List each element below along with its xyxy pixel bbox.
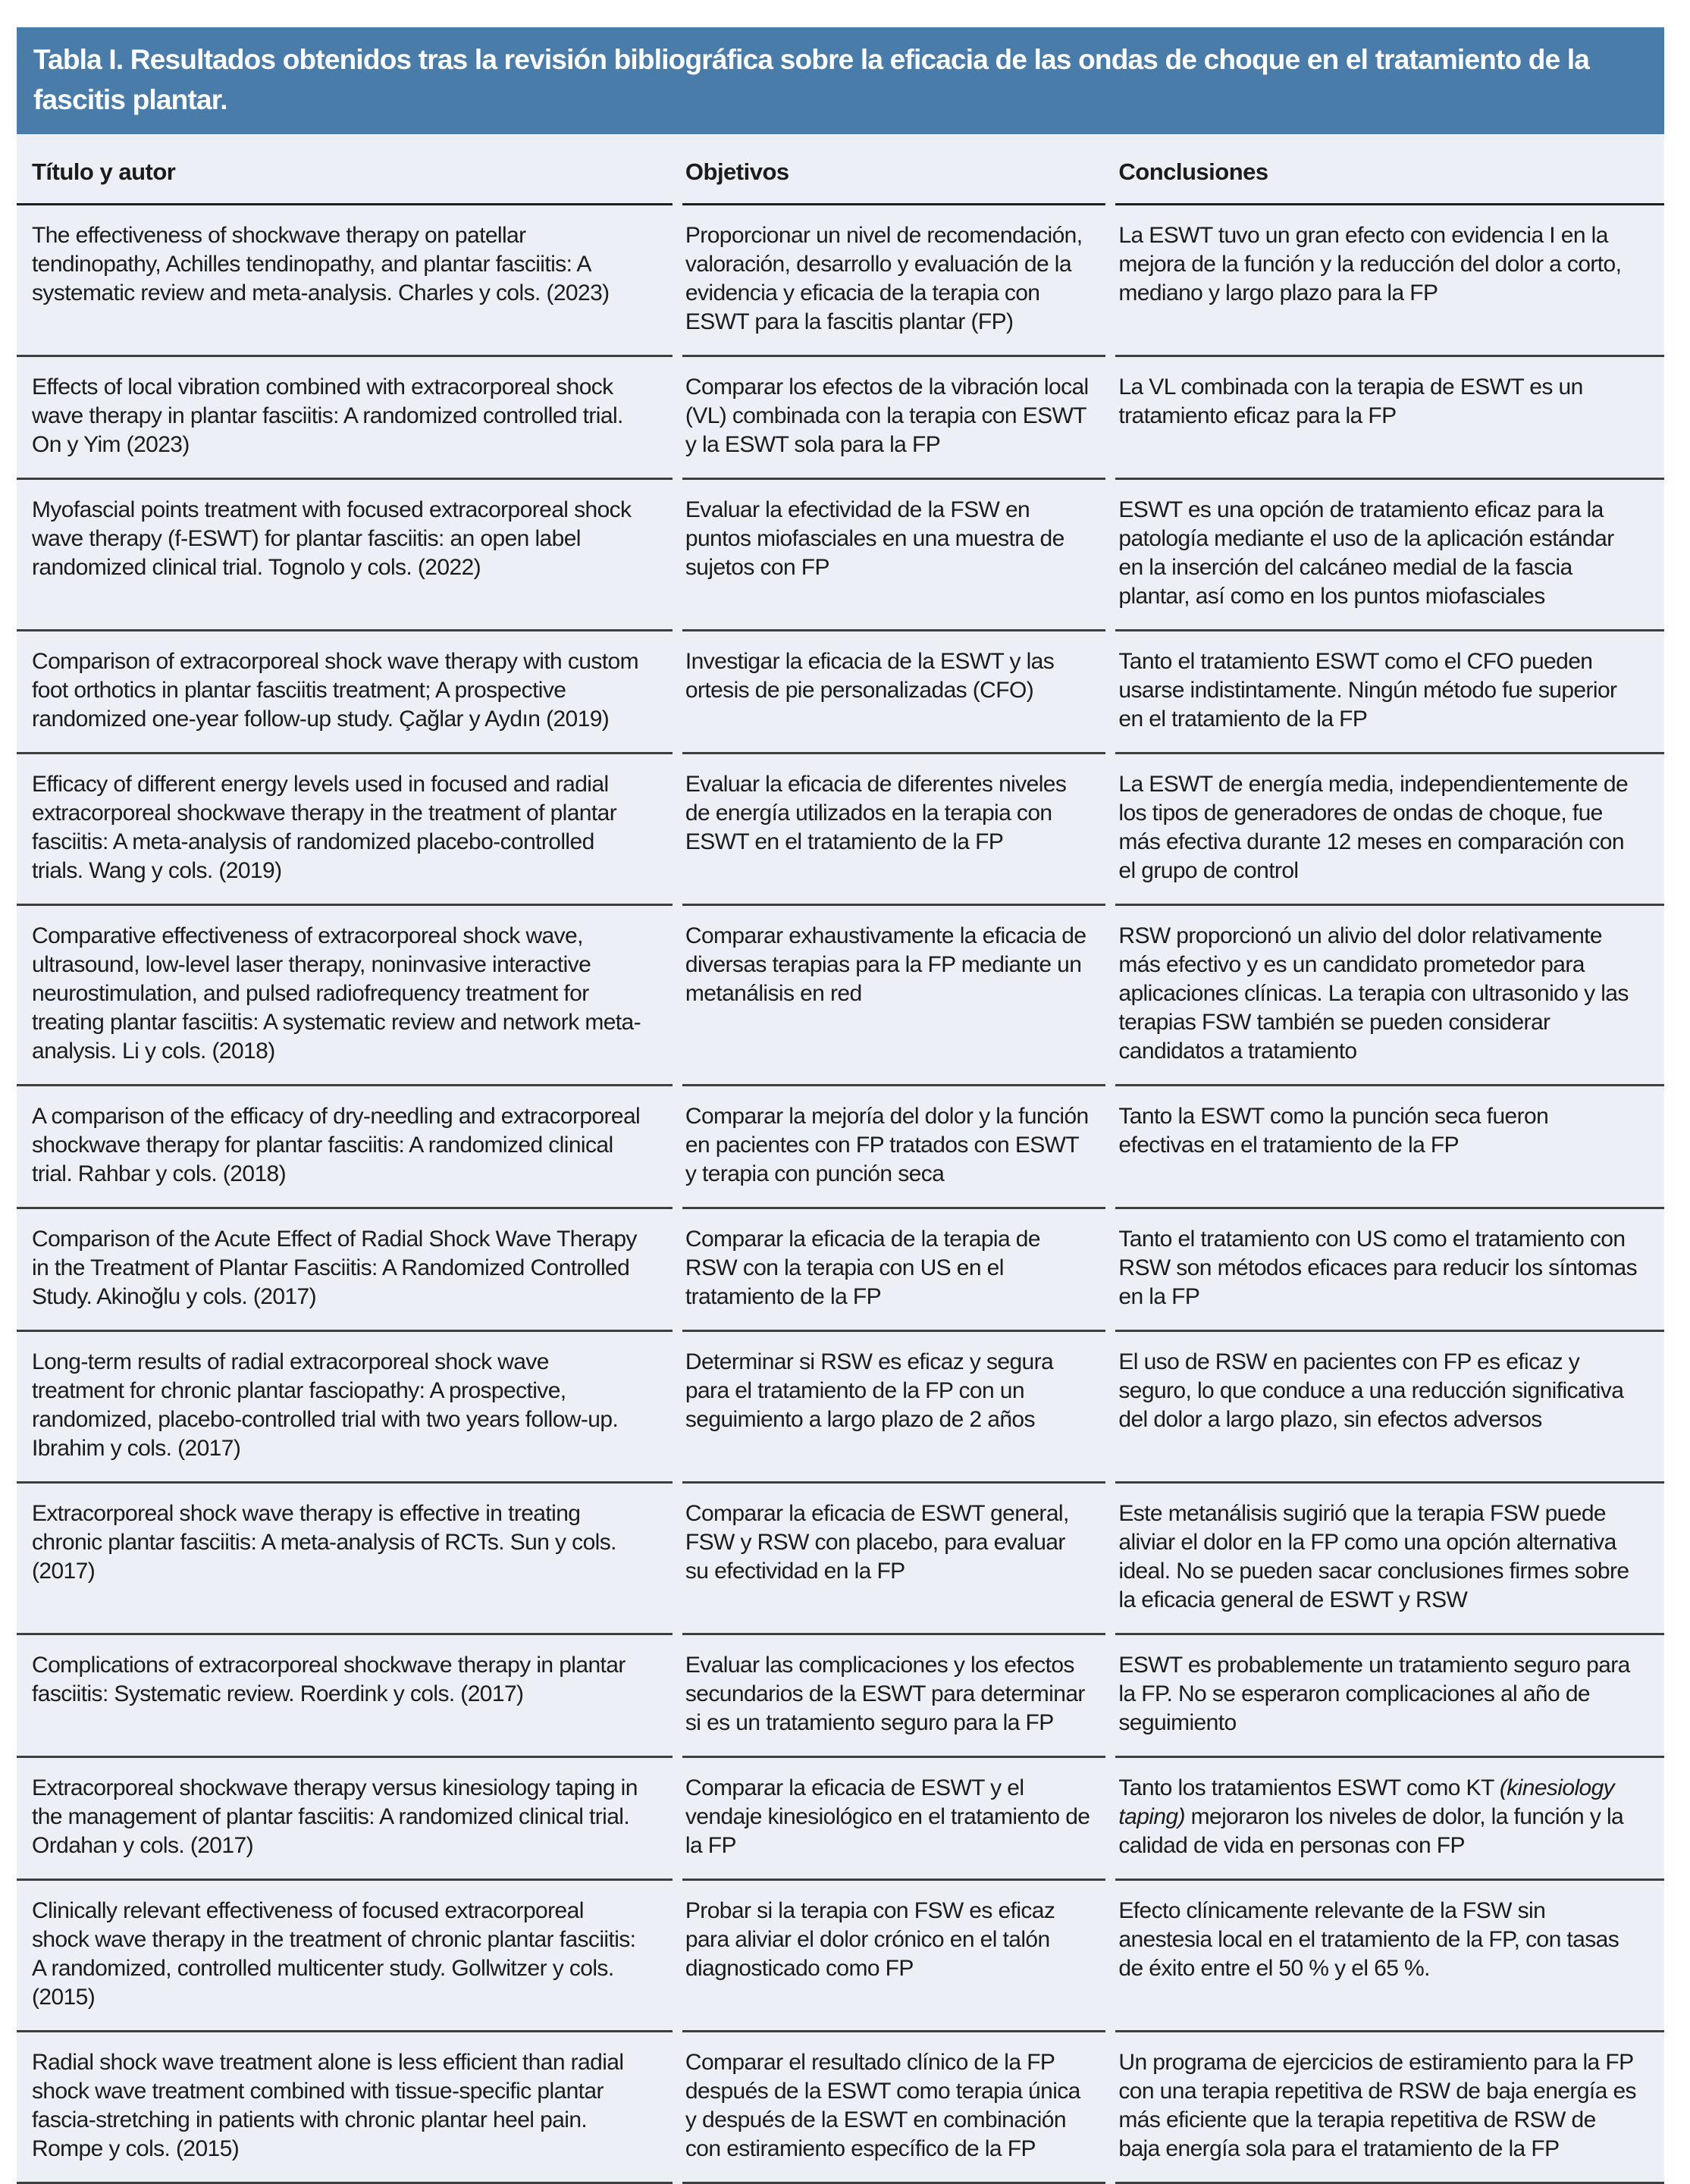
column-header-objetivos: Objetivos bbox=[682, 134, 1115, 205]
cell-titulo: Myofascial points treatment with focused extracorporeal shock wave therapy (f-ESWT) for plantar fasciitis: an open label randomized clinical trial. Tognolo y cols. (2022) bbox=[17, 480, 682, 631]
cell-conclusiones: La ESWT de energía media, independientemente de los tipos de generadores de ondas de choque, fue más efectiva durante 12 meses en comparación con el grupo de control bbox=[1115, 754, 1664, 906]
table-row bbox=[17, 1758, 1664, 1881]
header-row bbox=[17, 134, 1664, 205]
table-row bbox=[17, 1086, 1664, 1209]
conclusion-text-pre: Tanto los tratamientos ESWT como KT bbox=[1118, 1775, 1500, 1801]
review-results-table bbox=[17, 134, 1664, 2184]
cell-titulo: Clinically relevant effectiveness of focused extracorporeal shock wave therapy in the treatment of chronic plantar fasciitis: A randomized, controlled multicenter study. Gollwitzer y cols. (2015) bbox=[17, 1881, 682, 2032]
cell-objetivos: Determinar si RSW es eficaz y segura para el tratamiento de la FP con un seguimiento a largo plazo de 2 años bbox=[682, 1332, 1115, 1484]
cell-objetivos: Comparar los efectos de la vibración local (VL) combinada con la terapia con ESWT y la ESWT sola para la FP bbox=[682, 357, 1115, 480]
cell-objetivos: Comparar el resultado clínico de la FP después de la ESWT como terapia única y después de la ESWT en combinación con estiramiento específico de la FP bbox=[682, 2032, 1115, 2184]
cell-objetivos: Comparar la eficacia de ESWT general, FSW y RSW con placebo, para evaluar su efectividad en la FP bbox=[682, 1484, 1115, 1635]
page bbox=[0, 27, 1690, 2184]
cell-conclusiones: La VL combinada con la terapia de ESWT es un tratamiento eficaz para la FP bbox=[1115, 357, 1664, 480]
cell-titulo: Comparison of the Acute Effect of Radial Shock Wave Therapy in the Treatment of Plantar Fasciitis: A Randomized Controlled Study. Akinoğlu y cols. (2017) bbox=[17, 1209, 682, 1332]
table-row bbox=[17, 1635, 1664, 1758]
column-header-conclusiones: Conclusiones bbox=[1115, 134, 1664, 205]
cell-titulo: Comparative effectiveness of extracorporeal shock wave, ultrasound, low-level laser therapy, noninvasive interactive neurostimulation, and pulsed radiofrequency treatment for treating plantar fasciitis: A systematic review and network meta-analysis. Li y cols. (2018) bbox=[17, 906, 682, 1086]
conclusion-text-post: mejoraron los niveles de dolor, la función y la calidad de vida en personas con FP bbox=[1118, 1804, 1624, 1859]
cell-objetivos: Comparar la eficacia de ESWT y el vendaje kinesiológico en el tratamiento de la FP bbox=[682, 1758, 1115, 1881]
cell-objetivos: Proporcionar un nivel de recomendación, valoración, desarrollo y evaluación de la evidencia y eficacia de la terapia con ESWT para la fascitis plantar (FP) bbox=[682, 205, 1115, 357]
table-row bbox=[17, 205, 1664, 357]
cell-titulo: Complications of extracorporeal shockwave therapy in plantar fasciitis: Systematic review. Roerdink y cols. (2017) bbox=[17, 1635, 682, 1758]
table-row bbox=[17, 754, 1664, 906]
table-row bbox=[17, 480, 1664, 631]
table-row bbox=[17, 2032, 1664, 2184]
cell-objetivos: Evaluar la efectividad de la FSW en puntos miofasciales en una muestra de sujetos con FP bbox=[682, 480, 1115, 631]
table-row bbox=[17, 1484, 1664, 1635]
table-row bbox=[17, 357, 1664, 480]
table-header bbox=[17, 134, 1664, 205]
table-row bbox=[17, 1209, 1664, 1332]
cell-conclusiones: Este metanálisis sugirió que la terapia FSW puede aliviar el dolor en la FP como una opción alternativa ideal. No se pueden sacar conclusiones firmes sobre la eficacia general de ESWT y RSW bbox=[1115, 1484, 1664, 1635]
cell-conclusiones: Tanto el tratamiento ESWT como el CFO pueden usarse indistintamente. Ningún método fue superior en el tratamiento de la FP bbox=[1115, 631, 1664, 754]
cell-titulo: A comparison of the efficacy of dry-needling and extracorporeal shockwave therapy for plantar fasciitis: A randomized clinical trial. Rahbar y cols. (2018) bbox=[17, 1086, 682, 1209]
cell-objetivos: Comparar la eficacia de la terapia de RSW con la terapia con US en el tratamiento de la FP bbox=[682, 1209, 1115, 1332]
cell-conclusiones: Un programa de ejercicios de estiramiento para la FP con una terapia repetitiva de RSW de baja energía es más eficiente que la terapia repetitiva de RSW de baja energía sola para el tratamiento de la FP bbox=[1115, 2032, 1664, 2184]
table-title: Tabla I. Resultados obtenidos tras la revisión bibliográfica sobre la eficacia de las ondas de choque en el tratamiento de la fascitis plantar. bbox=[17, 27, 1664, 134]
cell-conclusiones: La ESWT tuvo un gran efecto con evidencia I en la mejora de la función y la reducción del dolor a corto, mediano y largo plazo para la FP bbox=[1115, 205, 1664, 357]
cell-objetivos: Probar si la terapia con FSW es eficaz para aliviar el dolor crónico en el talón diagnosticado como FP bbox=[682, 1881, 1115, 2032]
conclusion-text-italic: (kinesiology taping) bbox=[1118, 1775, 1615, 1830]
cell-objetivos: Investigar la eficacia de la ESWT y las ortesis de pie personalizadas (CFO) bbox=[682, 631, 1115, 754]
cell-conclusiones: Efecto clínicamente relevante de la FSW sin anestesia local en el tratamiento de la FP, con tasas de éxito entre el 50 % y el 65 %. bbox=[1115, 1881, 1664, 2032]
cell-titulo: Effects of local vibration combined with extracorporeal shock wave therapy in plantar fasciitis: A randomized controlled trial. On y Yim (2023) bbox=[17, 357, 682, 480]
cell-objetivos: Evaluar la eficacia de diferentes niveles de energía utilizados en la terapia con ESWT en el tratamiento de la FP bbox=[682, 754, 1115, 906]
cell-titulo: Radial shock wave treatment alone is less efficient than radial shock wave treatment combined with tissue-specific plantar fascia-stretching in patients with chronic plantar heel pain. Rompe y cols. (2015) bbox=[17, 2032, 682, 2184]
cell-conclusiones: Tanto la ESWT como la punción seca fueron efectivas en el tratamiento de la FP bbox=[1115, 1086, 1664, 1209]
cell-conclusiones: ESWT es probablemente un tratamiento seguro para la FP. No se esperaron complicaciones al año de seguimiento bbox=[1115, 1635, 1664, 1758]
cell-titulo: Efficacy of different energy levels used in focused and radial extracorporeal shockwave therapy in the treatment of plantar fasciitis: A meta-analysis of randomized placebo-controlled trials. Wang y cols. (2019) bbox=[17, 754, 682, 906]
table-row bbox=[17, 1881, 1664, 2032]
cell-titulo: The effectiveness of shockwave therapy on patellar tendinopathy, Achilles tendinopathy, and plantar fasciitis: A systematic review and meta-analysis. Charles y cols. (2023) bbox=[17, 205, 682, 357]
cell-conclusiones: Tanto el tratamiento con US como el tratamiento con RSW son métodos eficaces para reducir los síntomas en la FP bbox=[1115, 1209, 1664, 1332]
table-body bbox=[17, 205, 1664, 2184]
table-row bbox=[17, 906, 1664, 1086]
cell-conclusiones: ESWT es una opción de tratamiento eficaz para la patología mediante el uso de la aplicación estándar en la inserción del calcáneo medial de la fascia plantar, así como en los puntos miofasciales bbox=[1115, 480, 1664, 631]
cell-titulo: Extracorporeal shockwave therapy versus kinesiology taping in the management of plantar fasciitis: A randomized clinical trial. Ordahan y cols. (2017) bbox=[17, 1758, 682, 1881]
cell-titulo: Extracorporeal shock wave therapy is effective in treating chronic plantar fasciitis: A meta-analysis of RCTs. Sun y cols. (2017) bbox=[17, 1484, 682, 1635]
cell-titulo: Comparison of extracorporeal shock wave therapy with custom foot orthotics in plantar fasciitis treatment; A prospective randomized one-year follow-up study. Çağlar y Aydın (2019) bbox=[17, 631, 682, 754]
table-row bbox=[17, 1332, 1664, 1484]
column-header-titulo: Título y autor bbox=[17, 134, 682, 205]
cell-objetivos: Comparar la mejoría del dolor y la función en pacientes con FP tratados con ESWT y terapia con punción seca bbox=[682, 1086, 1115, 1209]
cell-conclusiones: RSW proporcionó un alivio del dolor relativamente más efectivo y es un candidato prometedor para aplicaciones clínicas. La terapia con ultrasonido y las terapias FSW también se pueden considerar candidatos a tratamiento bbox=[1115, 906, 1664, 1086]
results-table-container bbox=[17, 27, 1664, 2184]
cell-objetivos: Comparar exhaustivamente la eficacia de diversas terapias para la FP mediante un metanálisis en red bbox=[682, 906, 1115, 1086]
cell-conclusiones: El uso de RSW en pacientes con FP es eficaz y seguro, lo que conduce a una reducción significativa del dolor a largo plazo, sin efectos adversos bbox=[1115, 1332, 1664, 1484]
cell-conclusiones bbox=[1115, 1758, 1664, 1881]
cell-titulo: Long-term results of radial extracorporeal shock wave treatment for chronic plantar fasciopathy: A prospective, randomized, placebo-controlled trial with two years follow-up. Ibrahim y cols. (2017) bbox=[17, 1332, 682, 1484]
cell-objetivos: Evaluar las complicaciones y los efectos secundarios de la ESWT para determinar si es un tratamiento seguro para la FP bbox=[682, 1635, 1115, 1758]
table-row bbox=[17, 631, 1664, 754]
